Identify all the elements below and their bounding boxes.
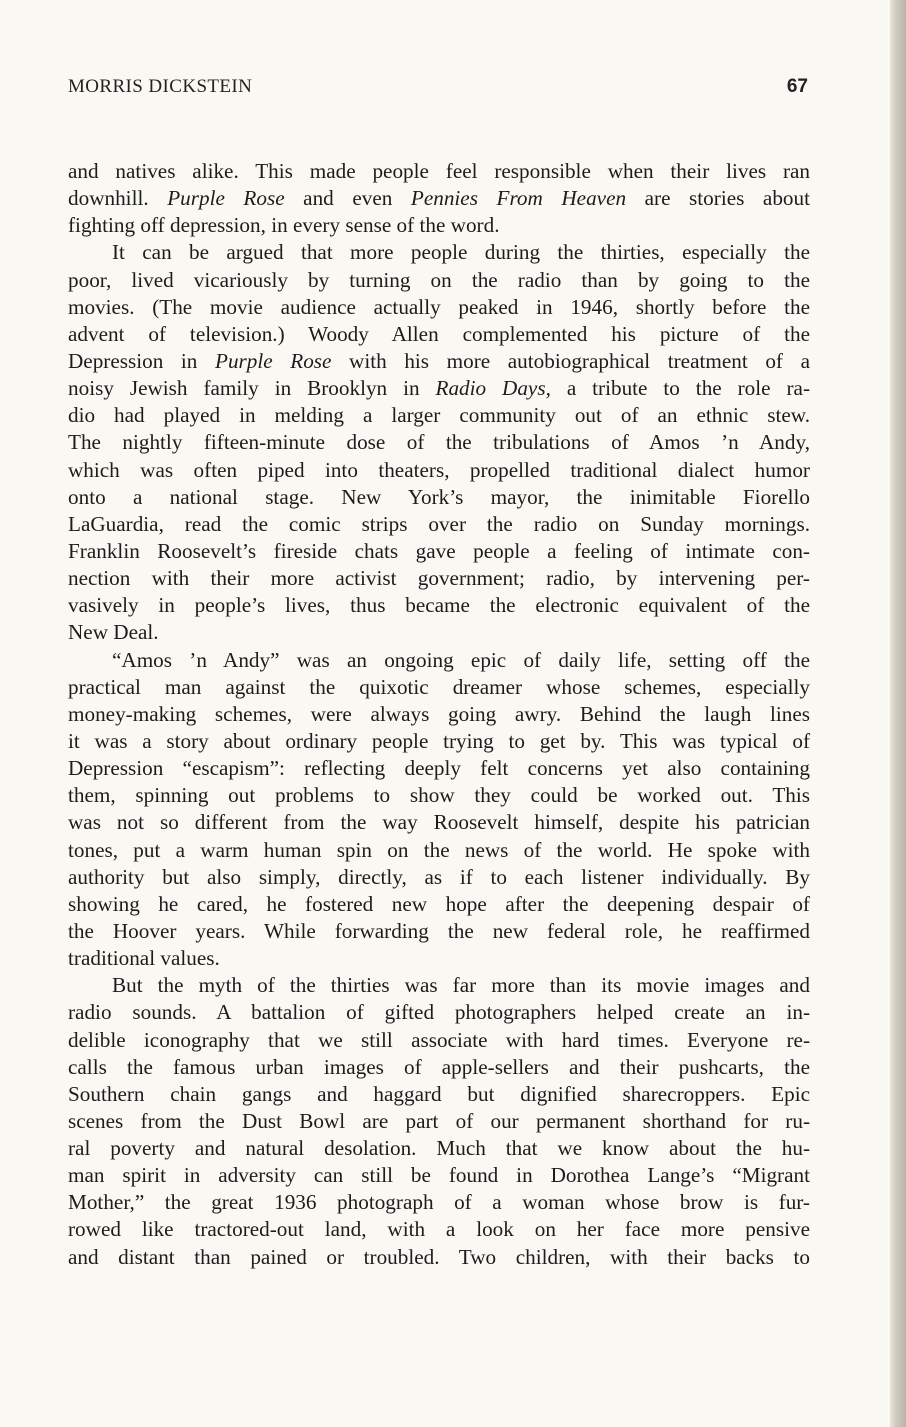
text-line: them, spinning out problems to show they could be worked out. This bbox=[68, 783, 810, 808]
text-line: rowed like tractored-out land, with a look on her face more pensive bbox=[68, 1217, 810, 1242]
text-line: It can be argued that more people during the thirties, especially the bbox=[112, 240, 810, 265]
text-line: scenes from the Dust Bowl are part of our permanent shorthand for ru- bbox=[68, 1108, 810, 1133]
text-line: Depression in Purple Rose with his more autobiographical treatment of a bbox=[68, 348, 810, 373]
text-line: dio had played in melding a larger community out of an ethnic stew. bbox=[68, 403, 810, 428]
text-line: “Amos ’n Andy” was an ongoing epic of daily life, setting off the bbox=[112, 647, 810, 672]
text-line: traditional values. bbox=[68, 946, 220, 971]
text-line: practical man against the quixotic dreamer whose schemes, especially bbox=[68, 674, 810, 699]
text-line: vasively in people’s lives, thus became the electronic equivalent of the bbox=[68, 593, 810, 618]
text-line: money-making schemes, were always going awry. Behind the laugh lines bbox=[68, 701, 810, 726]
text-line: radio sounds. A battalion of gifted photographers helped create an in- bbox=[68, 1000, 810, 1025]
text-line: showing he cared, he fostered new hope after the deepening despair of bbox=[68, 891, 810, 916]
text-line: ral poverty and natural desolation. Much that we know about the hu- bbox=[68, 1136, 810, 1161]
text-line: authority but also simply, directly, as if to each listener individually. By bbox=[68, 864, 810, 889]
text-line: movies. (The movie audience actually peaked in 1946, shortly before the bbox=[68, 294, 810, 319]
text-line: it was a story about ordinary people trying to get by. This was typical of bbox=[68, 728, 810, 753]
page-header bbox=[68, 76, 808, 104]
text-line: But the myth of the thirties was far more than its movie images and bbox=[112, 973, 810, 998]
body-text bbox=[68, 158, 810, 1271]
text-line: downhill. Purple Rose and even Pennies From Heaven are stories about bbox=[68, 186, 810, 211]
text-line: man spirit in adversity can still be found in Dorothea Lange’s “Migrant bbox=[68, 1163, 810, 1188]
text-line: onto a national stage. New York’s mayor, the inimitable Fiorello bbox=[68, 484, 810, 509]
running-head: MORRIS DICKSTEIN bbox=[68, 76, 253, 97]
text-line: Franklin Roosevelt’s fireside chats gave people a feeling of intimate con- bbox=[68, 538, 810, 563]
text-line: nection with their more activist government; radio, by intervening per- bbox=[68, 566, 810, 591]
text-line: the Hoover years. While forwarding the new federal role, he reaffirmed bbox=[68, 918, 810, 943]
text-line: was not so different from the way Roosevelt himself, despite his patrician bbox=[68, 810, 810, 835]
text-line: New Deal. bbox=[68, 620, 159, 645]
page-edge-shadow bbox=[890, 0, 906, 1427]
text-line: and distant than pained or troubled. Two children, with their backs to bbox=[68, 1244, 810, 1269]
text-line: fighting off depression, in every sense of the word. bbox=[68, 213, 500, 238]
text-line: and natives alike. This made people feel responsible when their lives ran bbox=[68, 159, 810, 183]
page-number: 67 bbox=[786, 76, 808, 97]
text-line: advent of television.) Woody Allen complemented his picture of the bbox=[68, 321, 810, 346]
text-line: which was often piped into theaters, propelled traditional dialect humor bbox=[68, 457, 810, 482]
text-line: LaGuardia, read the comic strips over the radio on Sunday mornings. bbox=[68, 511, 810, 536]
text-line: tones, put a warm human spin on the news of the world. He spoke with bbox=[68, 837, 810, 862]
text-line: Depression “escapism”: reflecting deeply felt concerns yet also containing bbox=[68, 756, 810, 781]
text-line: Mother,” the great 1936 photograph of a woman whose brow is fur- bbox=[68, 1190, 810, 1215]
text-line: Southern chain gangs and haggard but dignified sharecroppers. Epic bbox=[68, 1081, 810, 1106]
text-line: noisy Jewish family in Brooklyn in Radio Days, a tribute to the role ra- bbox=[68, 376, 811, 401]
text-line: calls the famous urban images of apple-sellers and their pushcarts, the bbox=[68, 1054, 810, 1079]
text-line: The nightly fifteen-minute dose of the tribulations of Amos ’n Andy, bbox=[68, 430, 810, 455]
text-line: poor, lived vicariously by turning on the radio than by going to the bbox=[68, 267, 810, 292]
text-line: delible iconography that we still associate with hard times. Everyone re- bbox=[68, 1027, 810, 1052]
